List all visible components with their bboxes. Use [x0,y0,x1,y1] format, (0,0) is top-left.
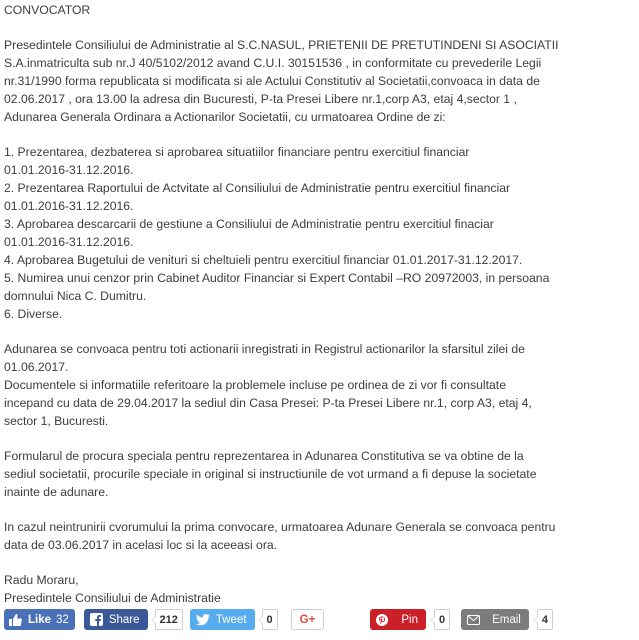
proxy-line: inainte de adunare. [4,485,109,499]
signatory-name: Radu Moraru, [4,573,79,587]
email-button[interactable] [461,609,529,630]
like-count: 32 [56,613,69,626]
agenda-line: 1. Prezentarea, dezbaterea si aprobarea situatiilor financiare pentru exercitiul financiar [4,145,470,159]
agenda-line: 3. Aprobarea descarcarii de gestiune a Consiliului de Administratie pentru exercitiul finaciar [4,217,494,231]
tweet-count: 0 [262,609,278,630]
share-bar [4,609,553,630]
agenda-list [4,143,614,323]
email-label: Email [492,613,521,626]
intro-line: 02.06.2017 , ora 13.00 la adresa din Bucuresti, P-ta Presei Libere nr.1,corp A3, etaj 4,sector 1 , [4,92,517,106]
google-plus-button[interactable] [291,609,325,630]
spacer [4,501,614,518]
intro-line: S.A.inmatriculta sub nr.J 40/5102/2012 avand C.U.I. 30151536 , in conformitate cu prevederile Legii [4,56,542,70]
email-count: 4 [537,609,553,630]
spacer [4,19,614,36]
spacer [4,554,614,571]
spacer [4,126,614,143]
google-plus-icon: G+ [299,613,316,626]
facebook-share-count: 212 [155,609,183,630]
signature-block [4,571,614,607]
envelope-icon [467,615,480,625]
twitter-bird-icon [196,614,210,626]
agenda-line: domnului Nica C. Dumitru. [4,289,147,303]
intro-line: Presedintele Consiliului de Administratie al S.C.NASUL, PRIETENII DE PRETUTINDENI SI ASOCIATII [4,38,559,52]
thumbs-up-icon [9,614,22,626]
attendance-paragraph [4,340,614,430]
proxy-line: Formularul de procura speciala pentru reprezentarea in Adunarea Constitutiva se va obtine de la [4,449,524,463]
proxy-paragraph [4,447,614,501]
intro-paragraph [4,36,614,126]
agenda-line: 01.01.2016-31.12.2016. [4,163,134,177]
signatory-title: Presedintele Consiliului de Administratie [4,591,221,605]
spacer [4,430,614,447]
spacer [4,323,614,340]
like-label: Like [28,613,52,626]
quorum-line: In cazul neintrunirii cvorumului la prima convocare, urmatoarea Adunare Generala se convoaca pentru [4,520,556,534]
like-button[interactable] [4,609,75,630]
agenda-line: 4. Aprobarea Bugetului de venituri si cheltuieli pentru exercitiul financiar 01.01.2017-31.12.2017. [4,253,523,267]
quorum-line: data de 03.06.2017 in acelasi loc si la aceeasi ora. [4,538,278,552]
proxy-line: sediul societatii, procurile speciale in original si instructiunile de vot urmand a fi depuse la societate [4,467,537,481]
quorum-paragraph [4,518,614,554]
agenda-line: 5. Numirea unui cenzor prin Cabinet Auditor Financiar si Expert Contabil –RO 20972003, in persoana [4,271,550,285]
attendance-line: sector 1, Bucuresti. [4,414,109,428]
intro-line: nr.31/1990 forma republicata si modificata si ale Actului Constitutiv al Societatii,convoaca in data de [4,74,540,88]
agenda-line: 6. Diverse. [4,307,63,321]
intro-line: Adunarea Generala Ordinara a Actionarilor Societatii, cu urmatoarea Ordine de zi: [4,110,446,124]
pinterest-icon [376,614,388,626]
document-title: CONVOCATOR [4,3,91,17]
agenda-line: 01.01.2016-31.12.2016. [4,235,134,249]
facebook-icon [90,613,103,626]
facebook-share-button[interactable] [84,609,148,630]
pinterest-label: Pin [401,613,418,626]
tweet-label: Tweet [215,613,247,626]
agenda-line: 01.01.2016-31.12.2016. [4,199,134,213]
pinterest-count: 0 [434,609,450,630]
attendance-line: Adunarea se convoaca pentru toti actionarii inregistrati in Registrul actionarilor la sfarsitul zilei de [4,342,525,356]
article-body [4,0,614,607]
pinterest-button[interactable] [370,609,426,630]
agenda-line: 2. Prezentarea Raportului de Actvitate al Consiliului de Administratie pentru exercitiul financiar [4,181,511,195]
facebook-share-label: Share [108,613,140,626]
attendance-line: incepand cu data de 29.04.2017 la sediul din Casa Presei: P-ta Presei Libere nr.1, corp A3, etaj 4, [4,396,532,410]
attendance-line: Documentele si informatiile referitoare la problemele incluse pe ordinea de zi vor fi consultate [4,378,506,392]
tweet-button[interactable] [190,609,255,630]
attendance-line: 01.06.2017. [4,360,69,374]
